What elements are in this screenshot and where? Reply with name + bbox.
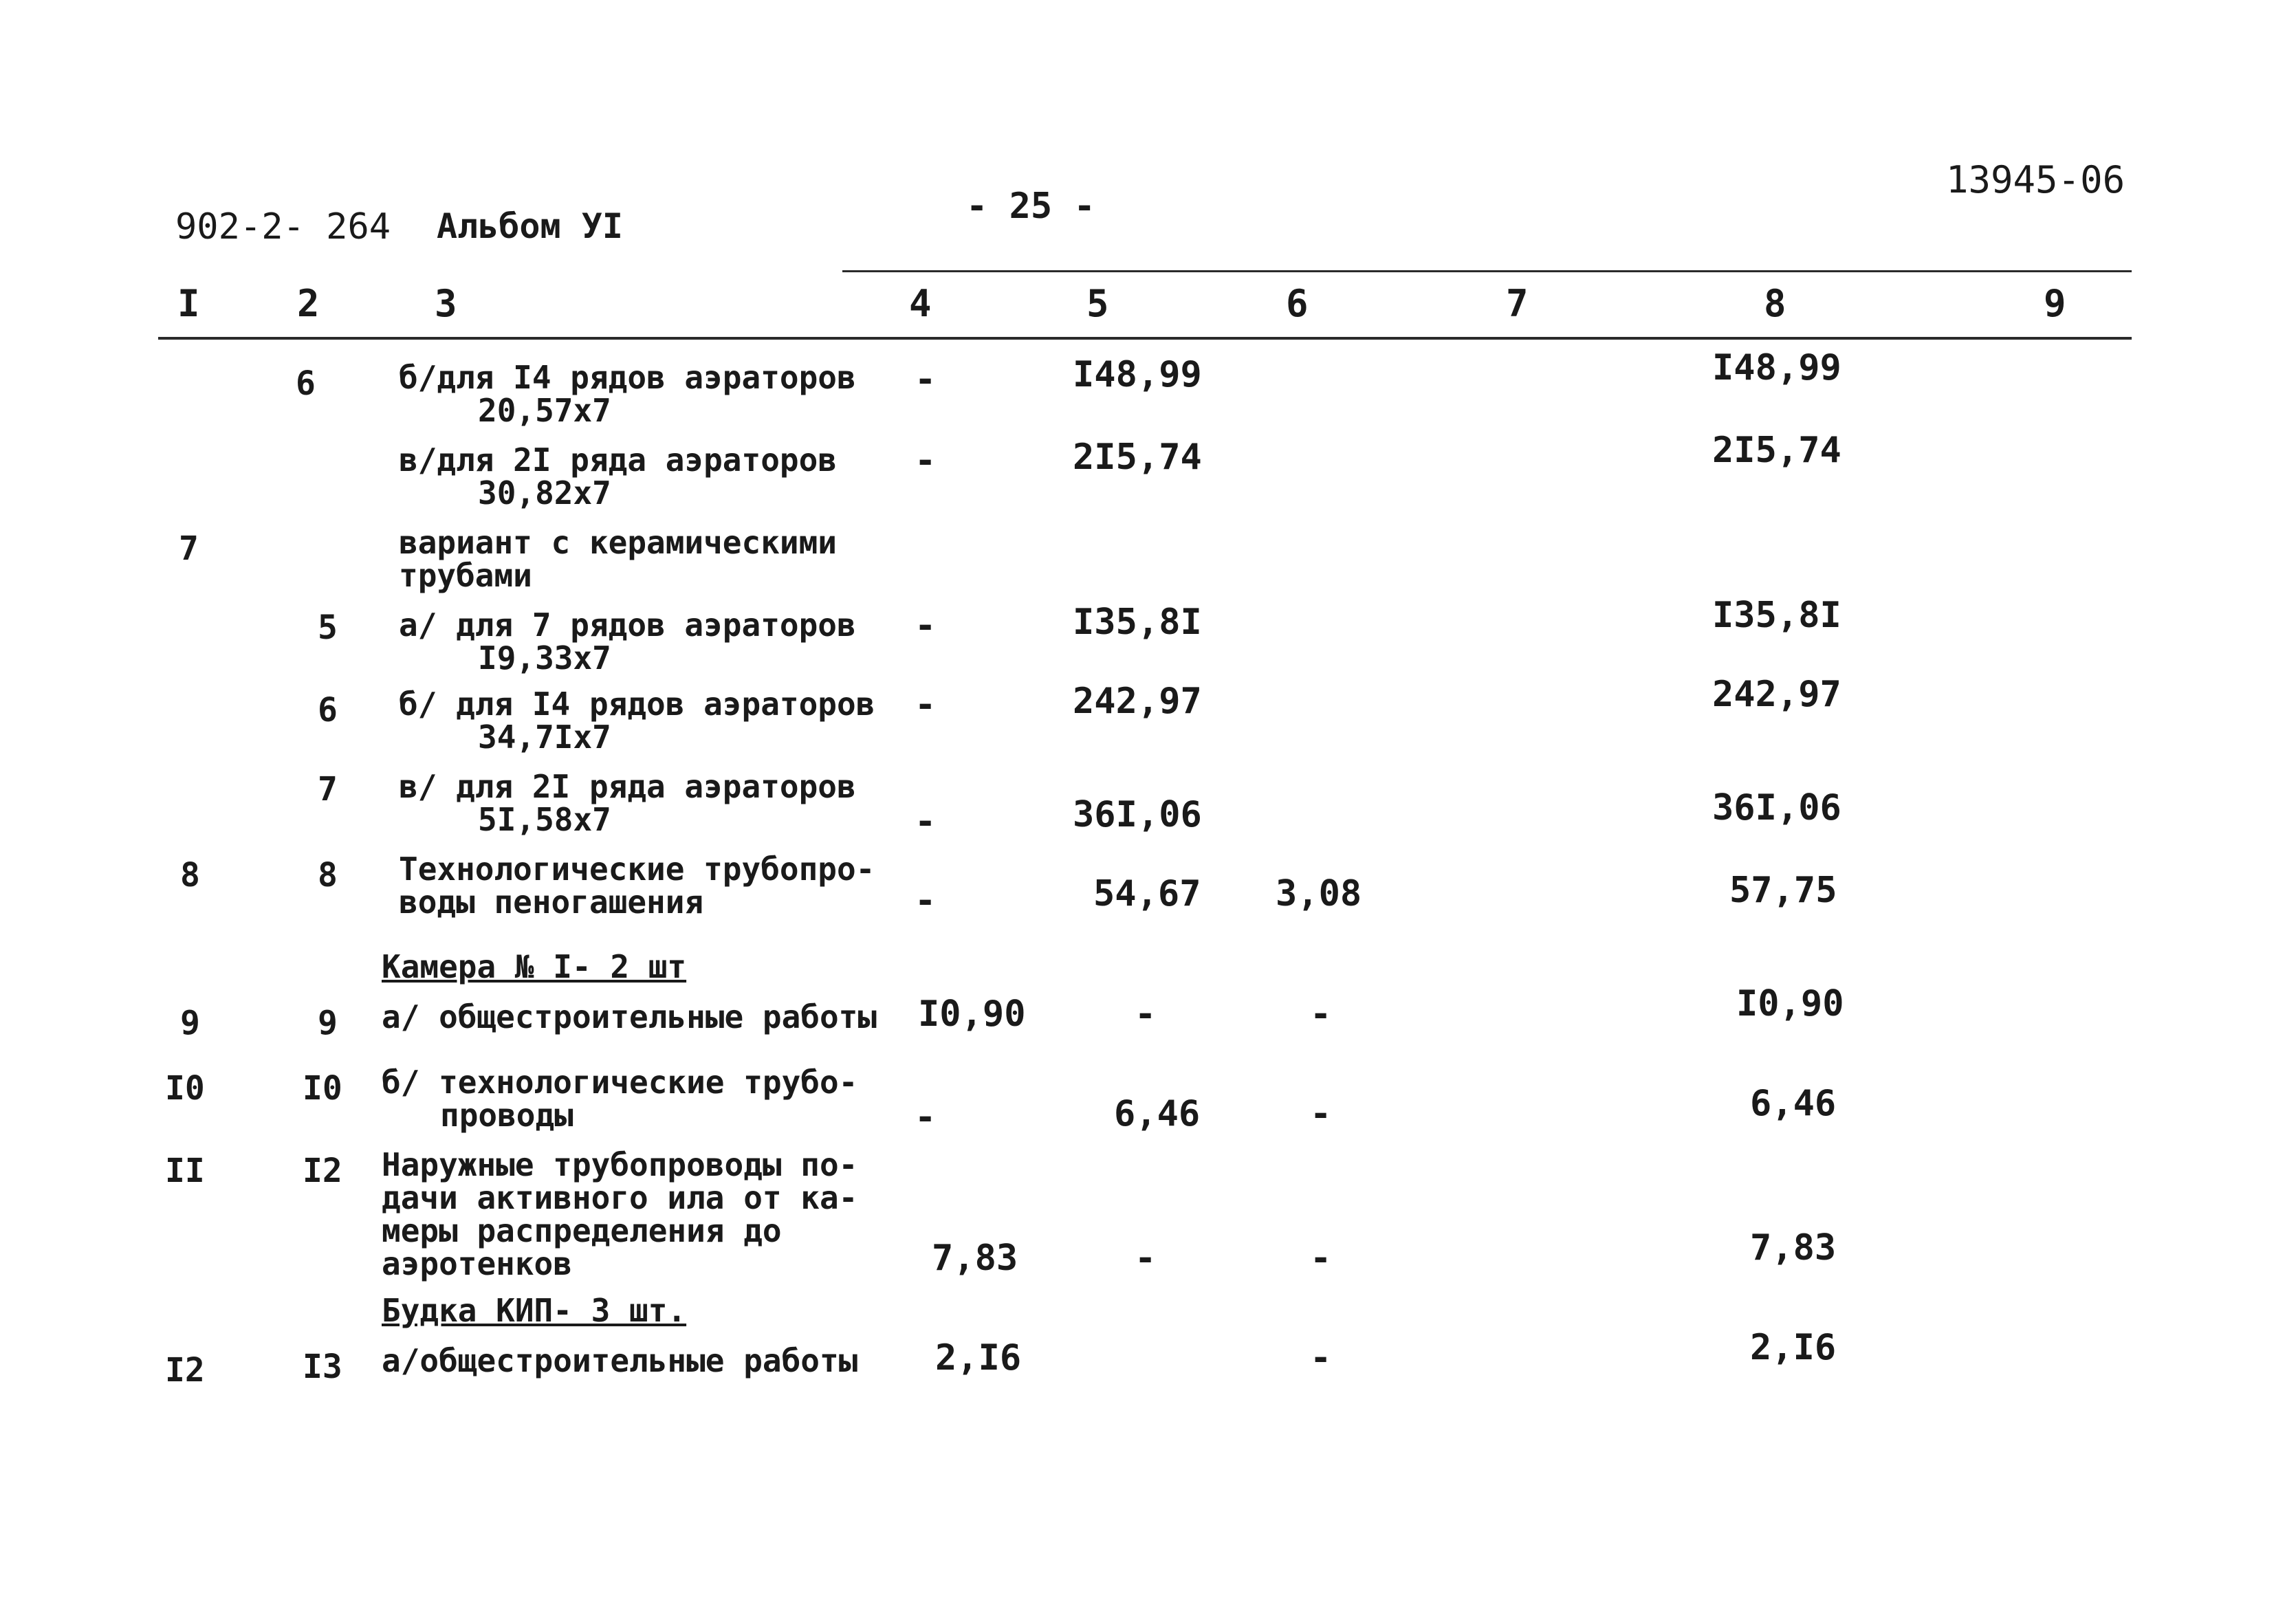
row-4-col4: - bbox=[915, 605, 937, 646]
row-8-col2: 9 bbox=[318, 1004, 338, 1042]
row-9-col4: - bbox=[915, 1097, 937, 1138]
row-5-col4: - bbox=[915, 684, 937, 725]
row-8-col6: - bbox=[1310, 994, 1332, 1035]
row-11-col1: I2 bbox=[165, 1351, 205, 1390]
row-7-col2: 8 bbox=[318, 856, 338, 895]
row-11-col4: 2,I6 bbox=[935, 1337, 1022, 1379]
inventory-stamp: 13945-06 bbox=[1946, 158, 2125, 201]
col-header-8: 8 bbox=[1764, 282, 1786, 325]
col-header-9: 9 bbox=[2044, 282, 2066, 325]
album-label: Альбом УI bbox=[437, 206, 623, 246]
row-6-col2: 7 bbox=[318, 770, 338, 809]
col-header-5: 5 bbox=[1086, 282, 1109, 325]
row-4-col5: I35,8I bbox=[1073, 602, 1202, 643]
row-3-desc: вариант с керамическими трубами bbox=[399, 524, 837, 594]
row-1-col4: - bbox=[915, 359, 937, 400]
row-9-col8: 6,46 bbox=[1750, 1083, 1837, 1124]
subheading-budka: Будка КИП- 3 шт. bbox=[382, 1292, 687, 1329]
row-2-col5: 2I5,74 bbox=[1073, 437, 1202, 478]
row-9-desc: б/ технологические трубо- проводы bbox=[382, 1064, 858, 1134]
col-header-7: 7 bbox=[1506, 282, 1529, 325]
row-5-col2: 6 bbox=[318, 691, 338, 729]
row-4-col2: 5 bbox=[318, 608, 338, 647]
row-2-col8: 2I5,74 bbox=[1712, 430, 1841, 471]
row-6-col5: 36I,06 bbox=[1073, 794, 1202, 835]
row-10-col4: 7,83 bbox=[932, 1238, 1018, 1279]
row-10-col2: I2 bbox=[303, 1152, 342, 1190]
page-number: - 25 - bbox=[966, 186, 1095, 227]
row-4-desc: а/ для 7 рядов аэраторов I9,33х7 bbox=[399, 606, 856, 677]
subheading-kamera: Камера № I- 2 шт bbox=[382, 948, 687, 985]
row-11-desc: а/общестроительные работы bbox=[382, 1342, 858, 1379]
row-1-col5: I48,99 bbox=[1073, 354, 1202, 395]
row-8-desc: а/ общестроительные работы bbox=[382, 998, 877, 1035]
row-8-col8: I0,90 bbox=[1736, 983, 1844, 1024]
col-header-4: 4 bbox=[909, 282, 932, 325]
header-bottom-rule bbox=[158, 337, 2132, 340]
row-7-col6: 3,08 bbox=[1276, 873, 1362, 914]
row-10-col5: - bbox=[1135, 1238, 1157, 1279]
row-1-col2: 6 bbox=[296, 364, 316, 403]
row-10-col1: II bbox=[165, 1152, 205, 1190]
row-6-desc: в/ для 2I ряда аэраторов 5I,58х7 bbox=[399, 768, 856, 838]
row-11-col2: I3 bbox=[303, 1348, 342, 1386]
row-3-col1: 7 bbox=[179, 529, 199, 568]
row-11-col8: 2,I6 bbox=[1750, 1327, 1837, 1368]
col-header-1: I bbox=[177, 282, 200, 325]
row-7-col4: - bbox=[915, 880, 937, 921]
row-4-col8: I35,8I bbox=[1712, 595, 1841, 636]
row-8-col1: 9 bbox=[180, 1004, 200, 1042]
row-8-col4: I0,90 bbox=[918, 994, 1026, 1035]
row-5-desc: б/ для I4 рядов аэраторов 34,7Iх7 bbox=[399, 685, 875, 756]
row-7-col5: 54,67 bbox=[1093, 873, 1201, 914]
row-9-col1: I0 bbox=[165, 1069, 205, 1108]
col-header-3: 3 bbox=[435, 282, 457, 325]
row-9-col6: - bbox=[1310, 1093, 1332, 1134]
row-9-col2: I0 bbox=[303, 1069, 342, 1108]
row-2-col4: - bbox=[915, 440, 937, 481]
row-10-col6: - bbox=[1310, 1238, 1332, 1279]
row-7-col8: 57,75 bbox=[1729, 870, 1837, 911]
row-10-col8: 7,83 bbox=[1750, 1227, 1837, 1269]
row-7-desc: Технологические трубопро- воды пеногашения bbox=[399, 851, 875, 921]
row-11-col6: - bbox=[1310, 1337, 1332, 1379]
row-2-desc: в/для 2I ряда аэраторов 30,82х7 bbox=[399, 441, 837, 512]
row-5-col5: 242,97 bbox=[1073, 681, 1202, 722]
row-8-col5: - bbox=[1135, 994, 1157, 1035]
row-10-desc: Наружные трубопроводы по- дачи активного ила от ка- меры распределения до аэротенков bbox=[382, 1146, 858, 1282]
row-5-col8: 242,97 bbox=[1712, 674, 1841, 715]
row-6-col4: - bbox=[915, 801, 937, 842]
row-9-col5: 6,46 bbox=[1114, 1093, 1201, 1134]
row-6-col8: 36I,06 bbox=[1712, 787, 1841, 829]
header-top-rule bbox=[842, 270, 2132, 272]
document-code: 902-2- 264 bbox=[175, 206, 391, 248]
row-1-desc: б/для I4 рядов аэраторов 20,57х7 bbox=[399, 359, 856, 429]
col-header-6: 6 bbox=[1286, 282, 1309, 325]
col-header-2: 2 bbox=[297, 282, 320, 325]
row-1-col8: I48,99 bbox=[1712, 347, 1841, 388]
row-7-col1: 8 bbox=[180, 856, 200, 895]
